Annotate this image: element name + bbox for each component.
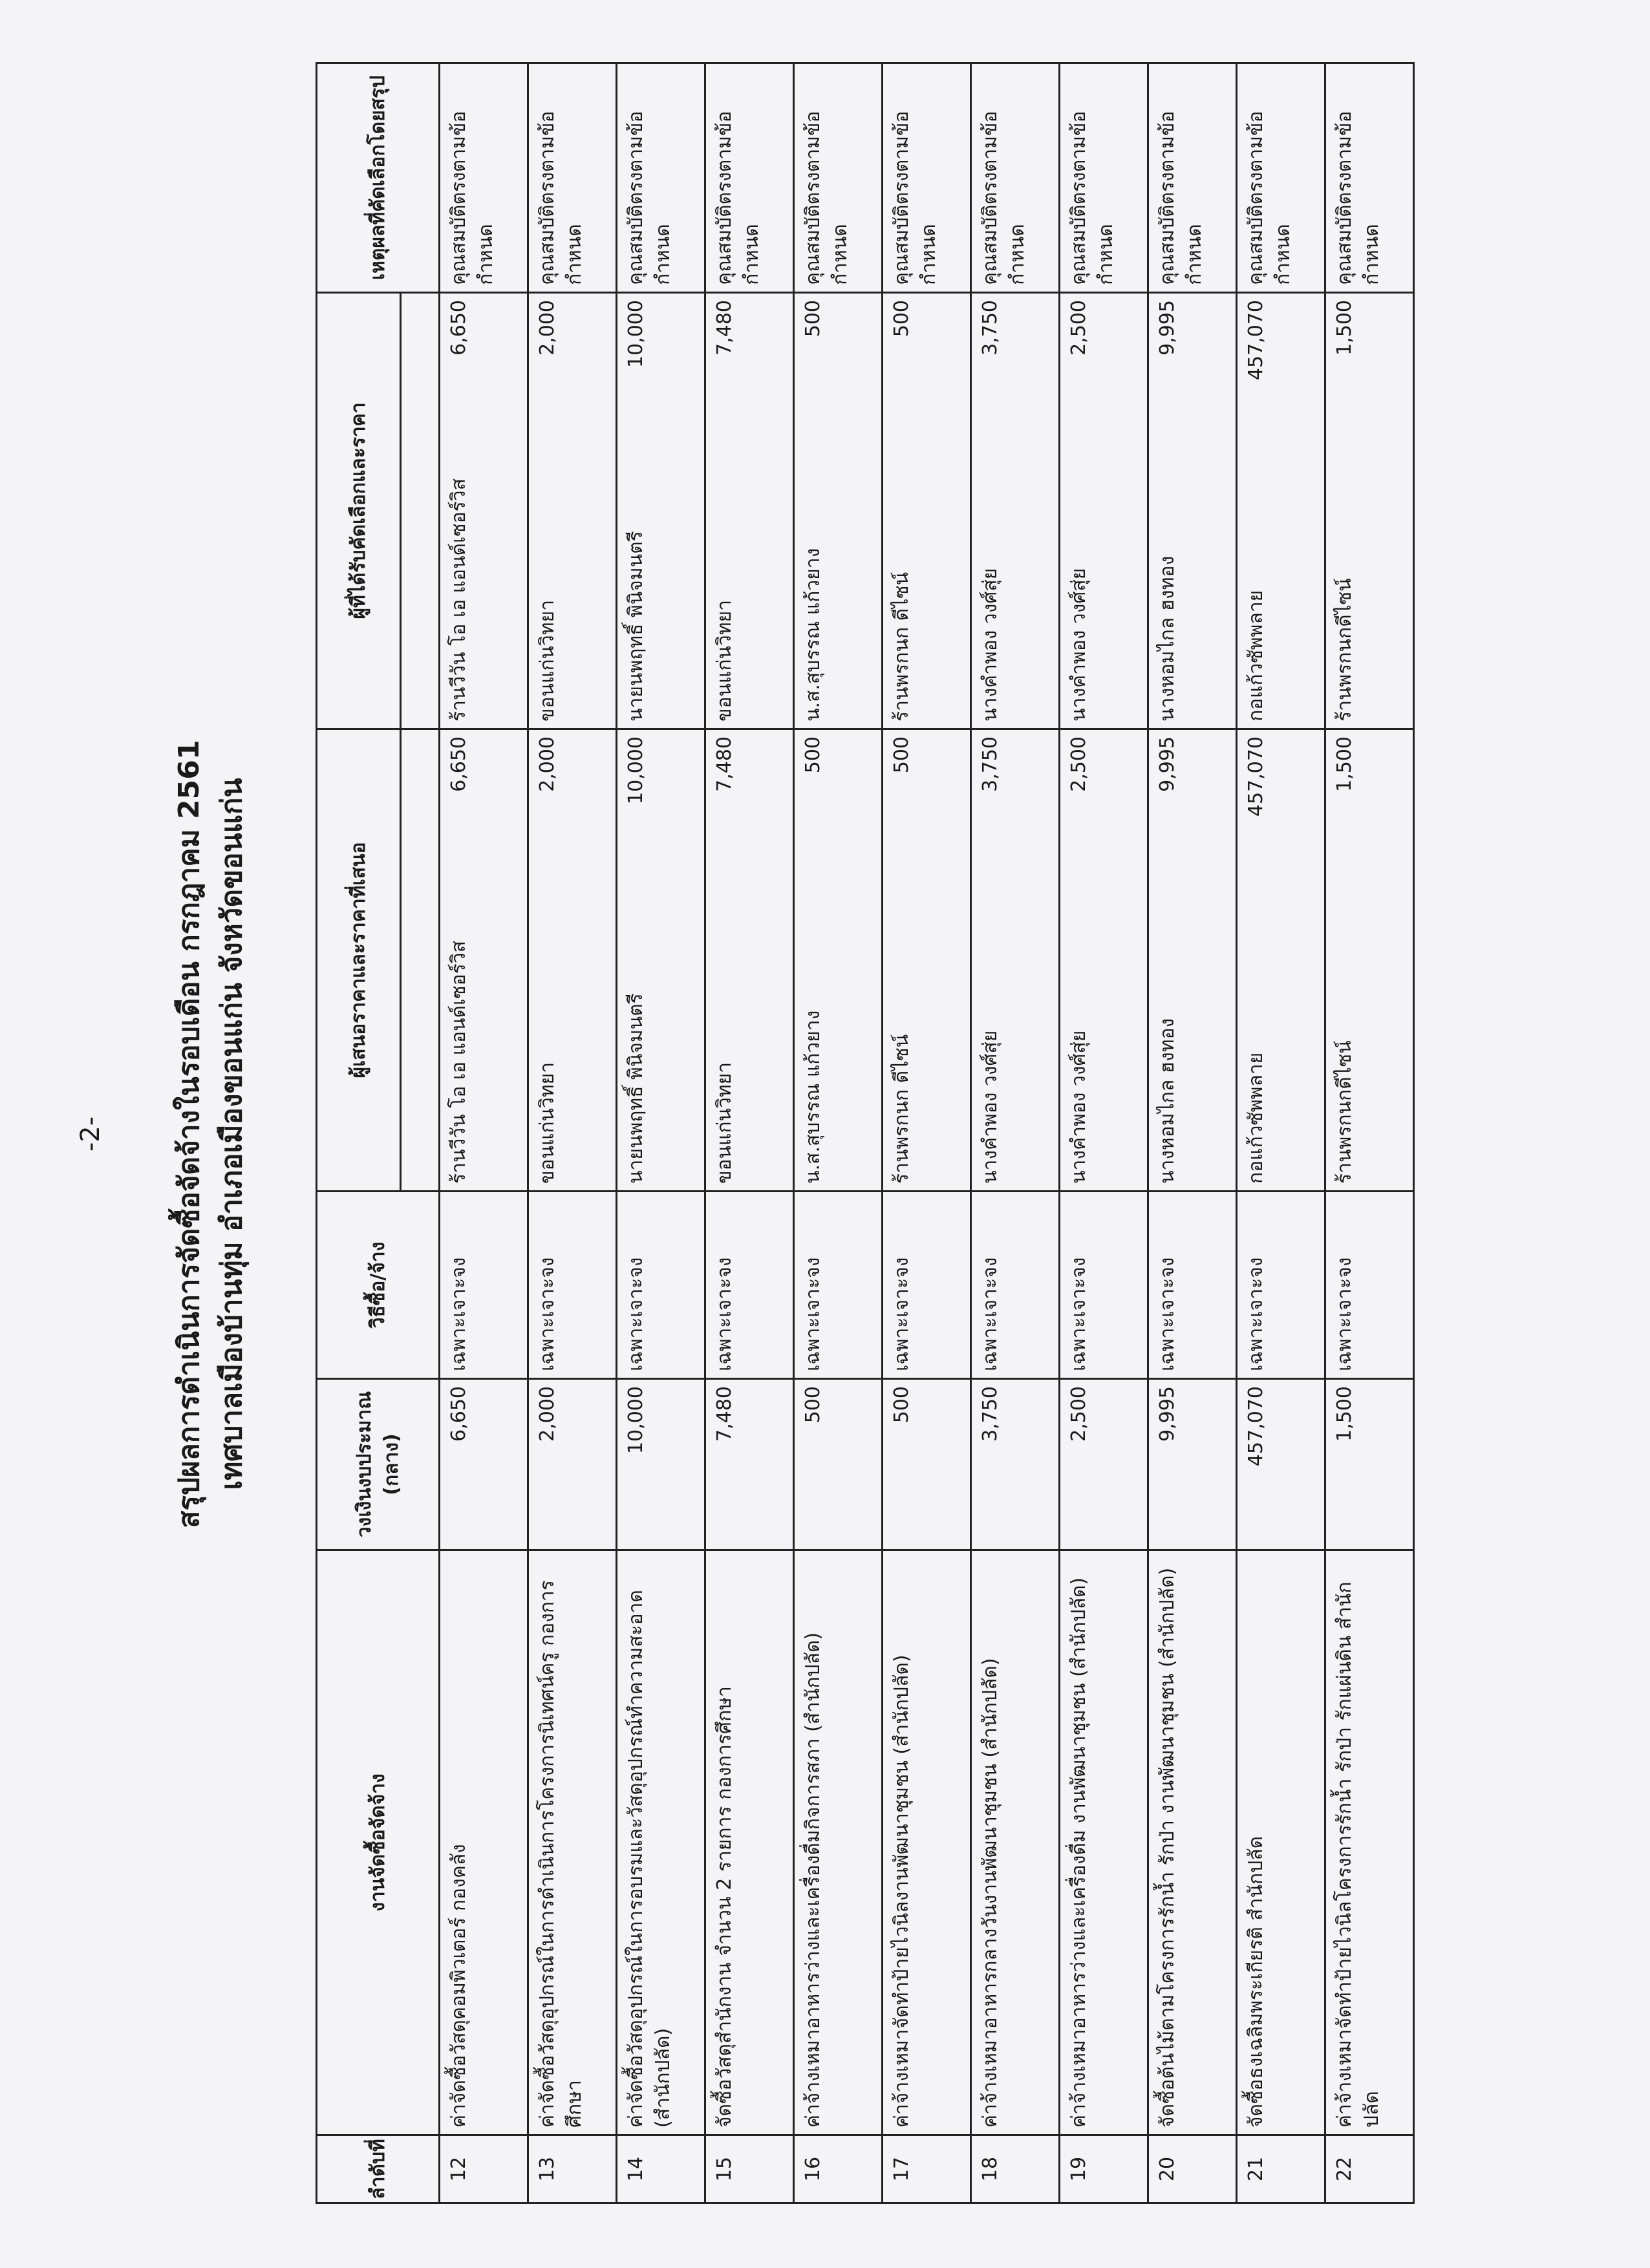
row-reason: คุณสมบัติตรงตามข้อกำหนด [1060,63,1148,293]
row-no: 17 [883,2135,971,2203]
procurement-table [316,62,1415,2204]
row-reason: คุณสมบัติตรงตามข้อกำหนด [440,63,528,293]
row-budget: 2,500 [1060,1379,1148,1550]
row-bidder: นายนพฤทธิ์ พินิจมนตรี [617,842,705,1192]
row-winner: กอแก้วซัพพลาย [1237,406,1325,729]
row-method: เฉพาะเจาะจง [1237,1192,1325,1379]
row-bidder: นางคำพอง วงศ์สุ่ย [1060,842,1148,1192]
row-budget: 3,750 [971,1379,1060,1550]
row-bid-price: 3,750 [971,729,1060,842]
table-row [440,63,528,2203]
row-method: เฉพาะเจาะจง [971,1192,1060,1379]
row-reason: คุณสมบัติตรงตามข้อกำหนด [794,63,883,293]
row-winner: ขอนแก่นวิทยา [705,406,794,729]
table-row [971,63,1060,2203]
row-winner: นางคำพอง วงศ์สุ่ย [1060,406,1148,729]
row-budget: 2,000 [528,1379,617,1550]
header-winner: ผู้ที่ได้รับคัดเลือกและราคา [317,293,401,729]
row-item: จัดซื้อต้นไม้ตามโครงการรักน้ำ รักป่า งานพัฒนาชุมชน (สำนักปลัด) [1148,1550,1237,2135]
row-method: เฉพาะเจาะจง [794,1192,883,1379]
procurement-table-container [316,64,1415,2204]
row-budget: 6,650 [440,1379,528,1550]
row-method: เฉพาะเจาะจง [528,1192,617,1379]
row-method: เฉพาะเจาะจง [705,1192,794,1379]
row-no: 19 [1060,2135,1148,2203]
table-row [1237,63,1325,2203]
table-row [1325,63,1414,2203]
row-method: เฉพาะเจาะจง [1148,1192,1237,1379]
row-method: เฉพาะเจาะจง [1325,1192,1414,1379]
table-row [794,63,883,2203]
row-win-price: 500 [883,293,971,406]
row-win-price: 9,995 [1148,293,1237,406]
row-reason: คุณสมบัติตรงตามข้อกำหนด [883,63,971,293]
row-item: ค่าจ้างเหมาอาหารว่างและเครื่องดื่ม งานพัฒนาชุมชน (สำนักปลัด) [1060,1550,1148,2135]
row-bid-price: 7,480 [705,729,794,842]
row-win-price: 6,650 [440,293,528,406]
row-winner: นางหอมไกล ฮงทอง [1148,406,1237,729]
row-bid-price: 9,995 [1148,729,1237,842]
row-item: ค่าจ้างเหมาจัดทำป้ายไวนิลงานพัฒนาชุมชน (สำนักปลัด) [883,1550,971,2135]
row-winner: ร้านวีวัน โอ เอ แอนด์เซอร์วิส [440,406,528,729]
row-bid-price: 500 [794,729,883,842]
table-row [1148,63,1237,2203]
row-no: 16 [794,2135,883,2203]
row-no: 18 [971,2135,1060,2203]
row-no: 21 [1237,2135,1325,2203]
table-body [440,63,1414,2203]
row-budget: 7,480 [705,1379,794,1550]
row-bidder: ขอนแก่นวิทยา [705,842,794,1192]
row-bid-price: 500 [883,729,971,842]
row-win-price: 500 [794,293,883,406]
title-line-2: เทศบาลเมืองบ้านทุ่ม อำเภอเมืองขอนแก่น จังหวัดขอนแก่น [215,778,248,1490]
row-budget: 1,500 [1325,1379,1414,1550]
row-win-price: 2,000 [528,293,617,406]
row-no: 15 [705,2135,794,2203]
header-budget: วงเงินงบประมาณ (กลาง) [317,1379,440,1550]
row-winner: นายนพฤทธิ์ พินิจมนตรี [617,406,705,729]
row-item: ค่าจัดซื้อวัสดุคอมพิวเตอร์ กองคลัง [440,1550,528,2135]
row-bidder: น.ส.สุบรรณ แก้วยาง [794,842,883,1192]
document-title [168,132,265,2136]
row-bidder: กอแก้วซัพพลาย [1237,842,1325,1192]
row-no: 14 [617,2135,705,2203]
table-header-row [317,63,401,2203]
row-bidder: ขอนแก่นวิทยา [528,842,617,1192]
row-item: ค่าจ้างเหมาอาหารว่างและเครื่องดื่มกิจการสภา (สำนักปลัด) [794,1550,883,2135]
row-bid-price: 2,000 [528,729,617,842]
row-no: 22 [1325,2135,1414,2203]
row-bidder: ร้านพรกนกดีไซน์ [1325,842,1414,1192]
row-item: จัดซื้อธงเฉลิมพระเกียรติ สำนักปลัด [1237,1550,1325,2135]
row-reason: คุณสมบัติตรงตามข้อกำหนด [705,63,794,293]
row-bid-price: 2,500 [1060,729,1148,842]
row-no: 20 [1148,2135,1237,2203]
row-win-price: 7,480 [705,293,794,406]
row-reason: คุณสมบัติตรงตามข้อกำหนด [1148,63,1237,293]
header-no: ลำดับที่ [317,2135,440,2203]
row-reason: คุณสมบัติตรงตามข้อกำหนด [1325,63,1414,293]
row-bid-price: 6,650 [440,729,528,842]
header-method: วิธีซื้อ/จ้าง [317,1192,440,1379]
row-reason: คุณสมบัติตรงตามข้อกำหนด [617,63,705,293]
row-bidder: นางคำพอง วงศ์สุ่ย [971,842,1060,1192]
header-bidders: ผู้เสนอราคาและราคาที่เสนอ [317,729,401,1192]
row-reason: คุณสมบัติตรงตามข้อกำหนด [971,63,1060,293]
row-bid-price: 10,000 [617,729,705,842]
row-method: เฉพาะเจาะจง [617,1192,705,1379]
row-item: ค่าจ้างเหมาอาหารกลางวันงานพัฒนาชุมชน (สำนักปลัด) [971,1550,1060,2135]
row-win-price: 2,500 [1060,293,1148,406]
table-row [1060,63,1148,2203]
table-row [528,63,617,2203]
row-method: เฉพาะเจาะจง [1060,1192,1148,1379]
header-reason: เหตุผลที่คัดเลือกโดยสรุป [317,63,440,293]
row-no: 13 [528,2135,617,2203]
row-no: 12 [440,2135,528,2203]
row-budget: 500 [883,1379,971,1550]
row-bid-price: 1,500 [1325,729,1414,842]
row-win-price: 3,750 [971,293,1060,406]
row-budget: 500 [794,1379,883,1550]
row-winner: ร้านพรกนกดีไซน์ [1325,406,1414,729]
table-row [883,63,971,2203]
header-item: งานจัดซื้อจัดจ้าง [317,1550,440,2135]
row-win-price: 457,070 [1237,293,1325,406]
row-bidder: ร้านวีวัน โอ เอ แอนด์เซอร์วิส [440,842,528,1192]
row-budget: 9,995 [1148,1379,1237,1550]
table-row [705,63,794,2203]
row-budget: 457,070 [1237,1379,1325,1550]
row-winner: น.ส.สุบรรณ แก้วยาง [794,406,883,729]
row-bidder: ร้านพรกนก ดีไซน์ [883,842,971,1192]
row-method: เฉพาะเจาะจง [440,1192,528,1379]
row-item: จัดซื้อวัสดุสำนักงาน จำนวน 2 รายการ กองการศึกษา [705,1550,794,2135]
row-reason: คุณสมบัติตรงตามข้อกำหนด [1237,63,1325,293]
page-number: -2- [76,1116,105,1152]
row-budget: 10,000 [617,1379,705,1550]
row-item: ค่าจัดซื้อวัสดุอุปกรณ์ในการดำเนินการโครงการนิเทศน์ครู กองการศึกษา [528,1550,617,2135]
row-win-price: 10,000 [617,293,705,406]
row-winner: ขอนแก่นวิทยา [528,406,617,729]
table-row [617,63,705,2203]
title-line-1: สรุปผลการดำเนินการจัดซื้อจัดจ้างในรอบเดือน กรกฎาคม 2561 [173,740,206,1528]
row-reason: คุณสมบัติตรงตามข้อกำหนด [528,63,617,293]
row-win-price: 1,500 [1325,293,1414,406]
row-method: เฉพาะเจาะจง [883,1192,971,1379]
row-bid-price: 457,070 [1237,729,1325,842]
row-item: ค่าจ้างเหมาจัดทำป้ายไวนิลโครงการรักน้ำ รักป่า รักแผ่นดิน สำนักปลัด [1325,1550,1414,2135]
row-bidder: นางหอมไกล ฮงทอง [1148,842,1237,1192]
row-winner: นางคำพอง วงศ์สุ่ย [971,406,1060,729]
row-item: ค่าจัดซื้อวัสดุอุปกรณ์ในการอบรมและวัสดุอุปกรณ์ทำความสะอาด (สำนักปลัด) [617,1550,705,2135]
row-winner: ร้านพรกนก ดีไซน์ [883,406,971,729]
